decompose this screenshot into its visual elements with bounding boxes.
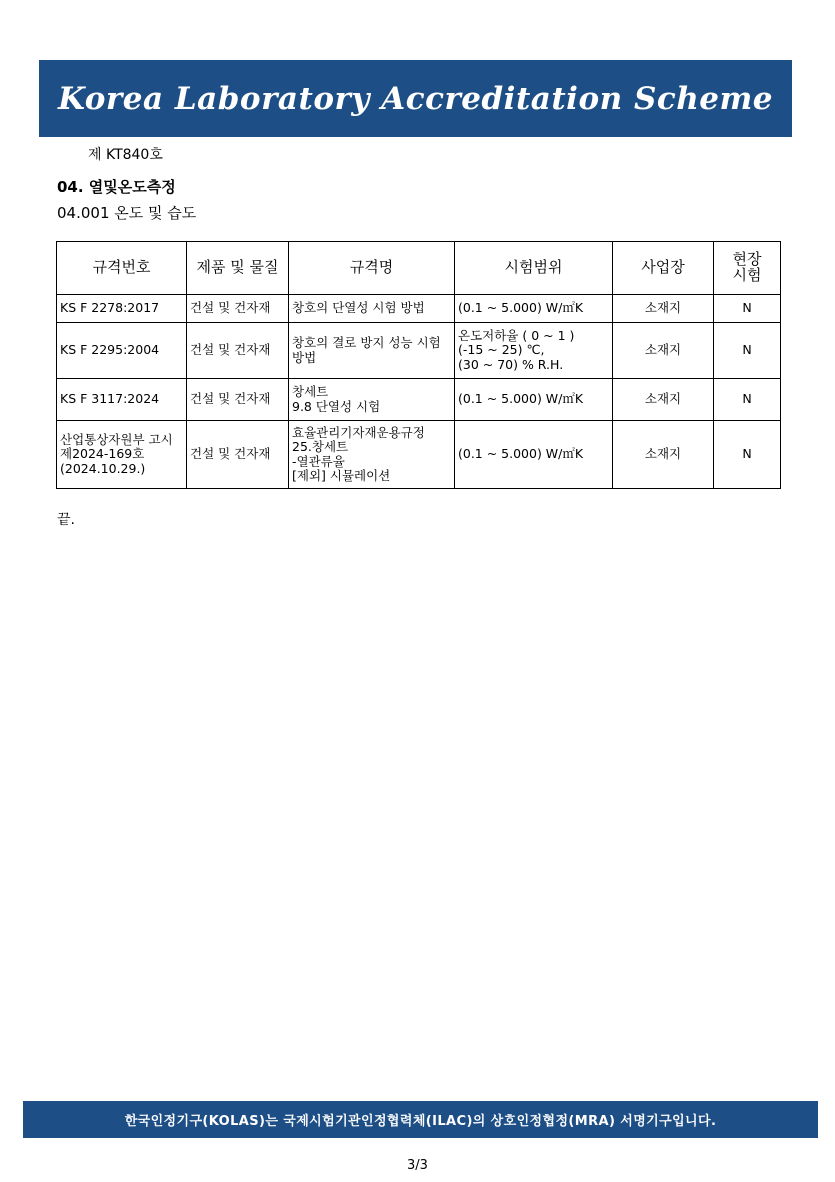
cell-site: 소재지	[613, 323, 714, 379]
cell-test-range: (0.1 ~ 5.000) W/㎡K	[455, 295, 613, 323]
cell-test-range: (0.1 ~ 5.000) W/㎡K	[455, 421, 613, 489]
cell-standard-name: 창호의 단열성 시험 방법	[289, 295, 455, 323]
page-number: 3/3	[407, 1158, 428, 1173]
header-title: Korea Laboratory Accreditation Scheme	[57, 80, 774, 117]
certificate-number: 제 KT840호	[88, 147, 163, 163]
header-standard-number: 규격번호	[57, 242, 187, 295]
table-row	[57, 421, 781, 489]
header-test-range: 시험범위	[455, 242, 613, 295]
cell-test-range: 온도저하율 ( 0 ~ 1 ) (-15 ~ 25) ℃, (30 ~ 70) % R.H.	[455, 323, 613, 379]
cell-standard-number: KS F 2278:2017	[57, 295, 187, 323]
cell-standard-number: KS F 2295:2004	[57, 323, 187, 379]
cell-standard-name: 효율관리기자재운용규정 25.창세트 -열관류율 [제외] 시뮬레이션	[289, 421, 455, 489]
cell-site: 소재지	[613, 295, 714, 323]
table-header-row	[57, 242, 781, 295]
subsection-title: 04.001 온도 및 습도	[57, 204, 197, 222]
header-onsite-test: 현장 시험	[714, 242, 781, 295]
footer-text: 한국인정기구(KOLAS)는 국제시험기관인정협력체(ILAC)의 상호인정협정(MRA) 서명기구입니다.	[124, 1114, 717, 1129]
cell-site: 소재지	[613, 421, 714, 489]
accreditation-scope-table	[56, 241, 781, 489]
cell-onsite: N	[714, 379, 781, 421]
table-row	[57, 295, 781, 323]
table-row	[57, 379, 781, 421]
cell-product: 건설 및 건자재	[187, 379, 289, 421]
header-banner	[39, 60, 792, 137]
cell-onsite: N	[714, 323, 781, 379]
cell-product: 건설 및 건자재	[187, 295, 289, 323]
section-title: 04. 열및온도측정	[57, 178, 176, 196]
end-mark: 끝.	[57, 512, 75, 528]
header-product-material: 제품 및 물질	[187, 242, 289, 295]
cell-onsite: N	[714, 421, 781, 489]
footer-banner	[23, 1101, 818, 1138]
cell-product: 건설 및 건자재	[187, 323, 289, 379]
cell-test-range: (0.1 ~ 5.000) W/㎡K	[455, 379, 613, 421]
header-site: 사업장	[613, 242, 714, 295]
cell-product: 건설 및 건자재	[187, 421, 289, 489]
cell-site: 소재지	[613, 379, 714, 421]
cell-onsite: N	[714, 295, 781, 323]
cell-standard-name: 창호의 결로 방지 성능 시험 방법	[289, 323, 455, 379]
table-row	[57, 323, 781, 379]
header-standard-name: 규격명	[289, 242, 455, 295]
cell-standard-name: 창세트 9.8 단열성 시험	[289, 379, 455, 421]
cell-standard-number: 산업통상자원부 고시 제2024-169호 (2024.10.29.)	[57, 421, 187, 489]
cell-standard-number: KS F 3117:2024	[57, 379, 187, 421]
